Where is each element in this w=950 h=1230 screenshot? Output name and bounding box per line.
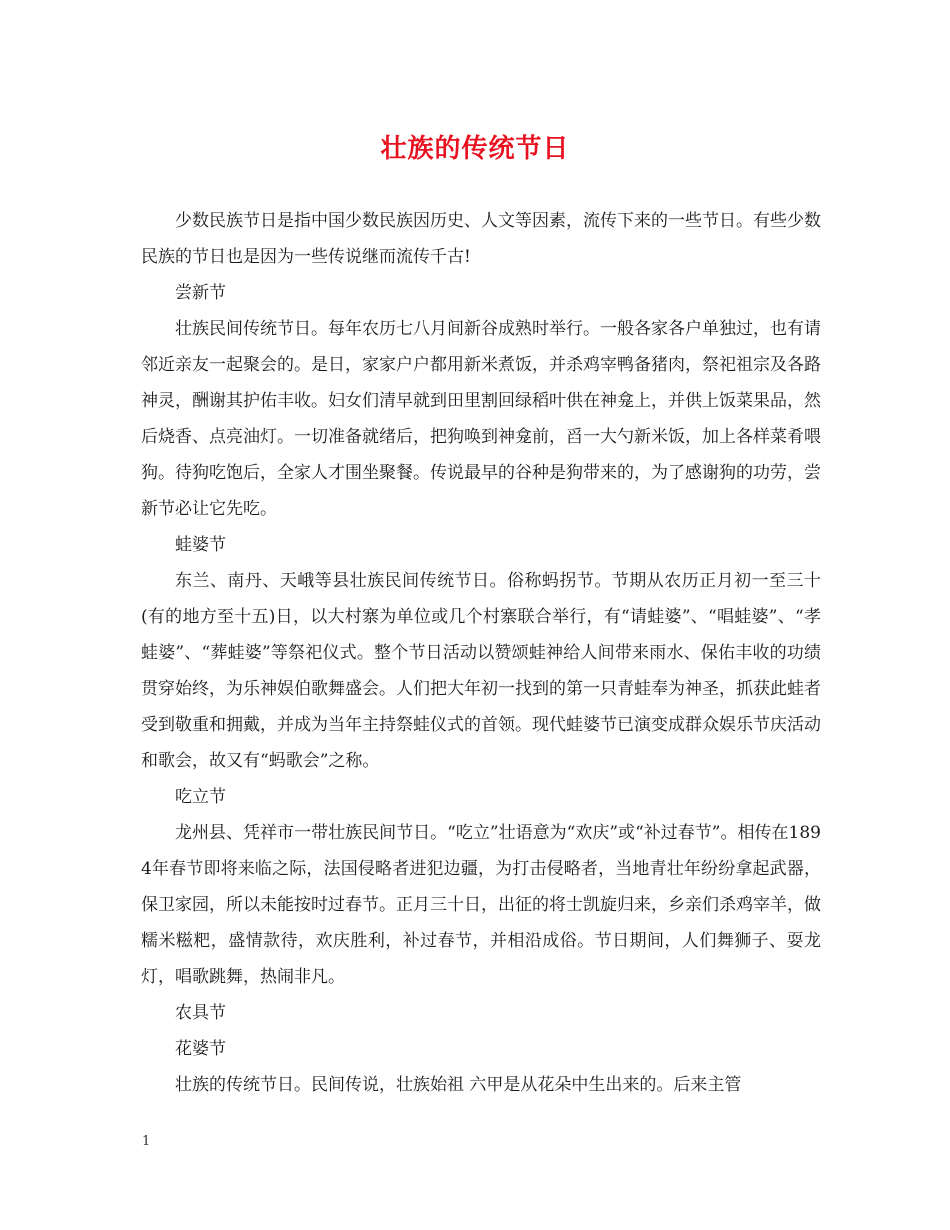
section-heading-changxin: 尝新节: [175, 283, 226, 303]
paragraph-chili: 龙州县、凭祥市一带壮族民间节日。“吃立”壮语意为“欢庆”或“补过春节”。相传在1894年春节即将来临之际，法国侵略者进犯边疆，为打击侵略者，当地青壮年纷纷拿起武器，保卫家园，所以未能按时过春节。正月三十日，出征的将士凯旋归来，乡亲们杀鸡宰羊，做糯米糍粑，盛情款待，欢庆胜利，补过春节，并相沿成俗。节日期间，人们舞狮子、耍龙灯，唱歌跳舞，热闹非凡。: [141, 823, 821, 987]
page-number: 1: [142, 1134, 151, 1149]
document-body: [141, 203, 821, 1103]
paragraph-changxin: 壮族民间传统节日。每年农历七八月间新谷成熟时举行。一般各家各户单独过，也有请邻近亲友一起聚会的。是日，家家户户都用新米煮饭，并杀鸡宰鸭备猪肉，祭祀祖宗及各路神灵，酬谢其护佑丰收。妇女们清早就到田里割回绿稻叶供在神龛上，并供上饭菜果品，然后烧香、点亮油灯。一切准备就绪后，把狗唤到神龛前，舀一大勺新米饭，加上各样菜肴喂狗。待狗吃饱后，全家人才围坐聚餐。传说最早的谷种是狗带来的，为了感谢狗的功劳，尝新节必让它先吃。: [141, 319, 821, 519]
paragraph-huapo: 壮族的传统节日。民间传说，壮族始祖 六甲是从花朵中生出来的。后来主管: [175, 1075, 742, 1095]
section-heading-huapo: 花婆节: [175, 1039, 226, 1059]
section-heading-nongju: 农具节: [175, 1003, 226, 1023]
paragraph-wapo: 东兰、南丹、天峨等县壮族民间传统节日。俗称蚂拐节。节期从农历正月初一至三十(有的地方至十五)日，以大村寨为单位或几个村寨联合举行，有“请蛙婆”、“唱蛙婆”、“孝蛙婆”、“葬蛙婆”等祭祀仪式。整个节日活动以赞颂蛙神给人间带来雨水、保佑丰收的功绩贯穿始终，为乐神娱伯歌舞盛会。人们把大年初一找到的第一只青蛙奉为神圣，抓获此蛙者受到敬重和拥戴，并成为当年主持祭蛙仪式的首领。现代蛙婆节已演变成群众娱乐节庆活动和歌会，故又有“蚂歌会”之称。: [141, 571, 821, 771]
document-title: 壮族的传统节日: [380, 134, 570, 164]
section-heading-wapo: 蛙婆节: [175, 535, 226, 555]
section-heading-chili: 吃立节: [175, 787, 226, 807]
paragraph-intro: 少数民族节日是指中国少数民族因历史、人文等因素，流传下来的一些节日。有些少数民族的节日也是因为一些传说继而流传千古!: [141, 211, 821, 267]
